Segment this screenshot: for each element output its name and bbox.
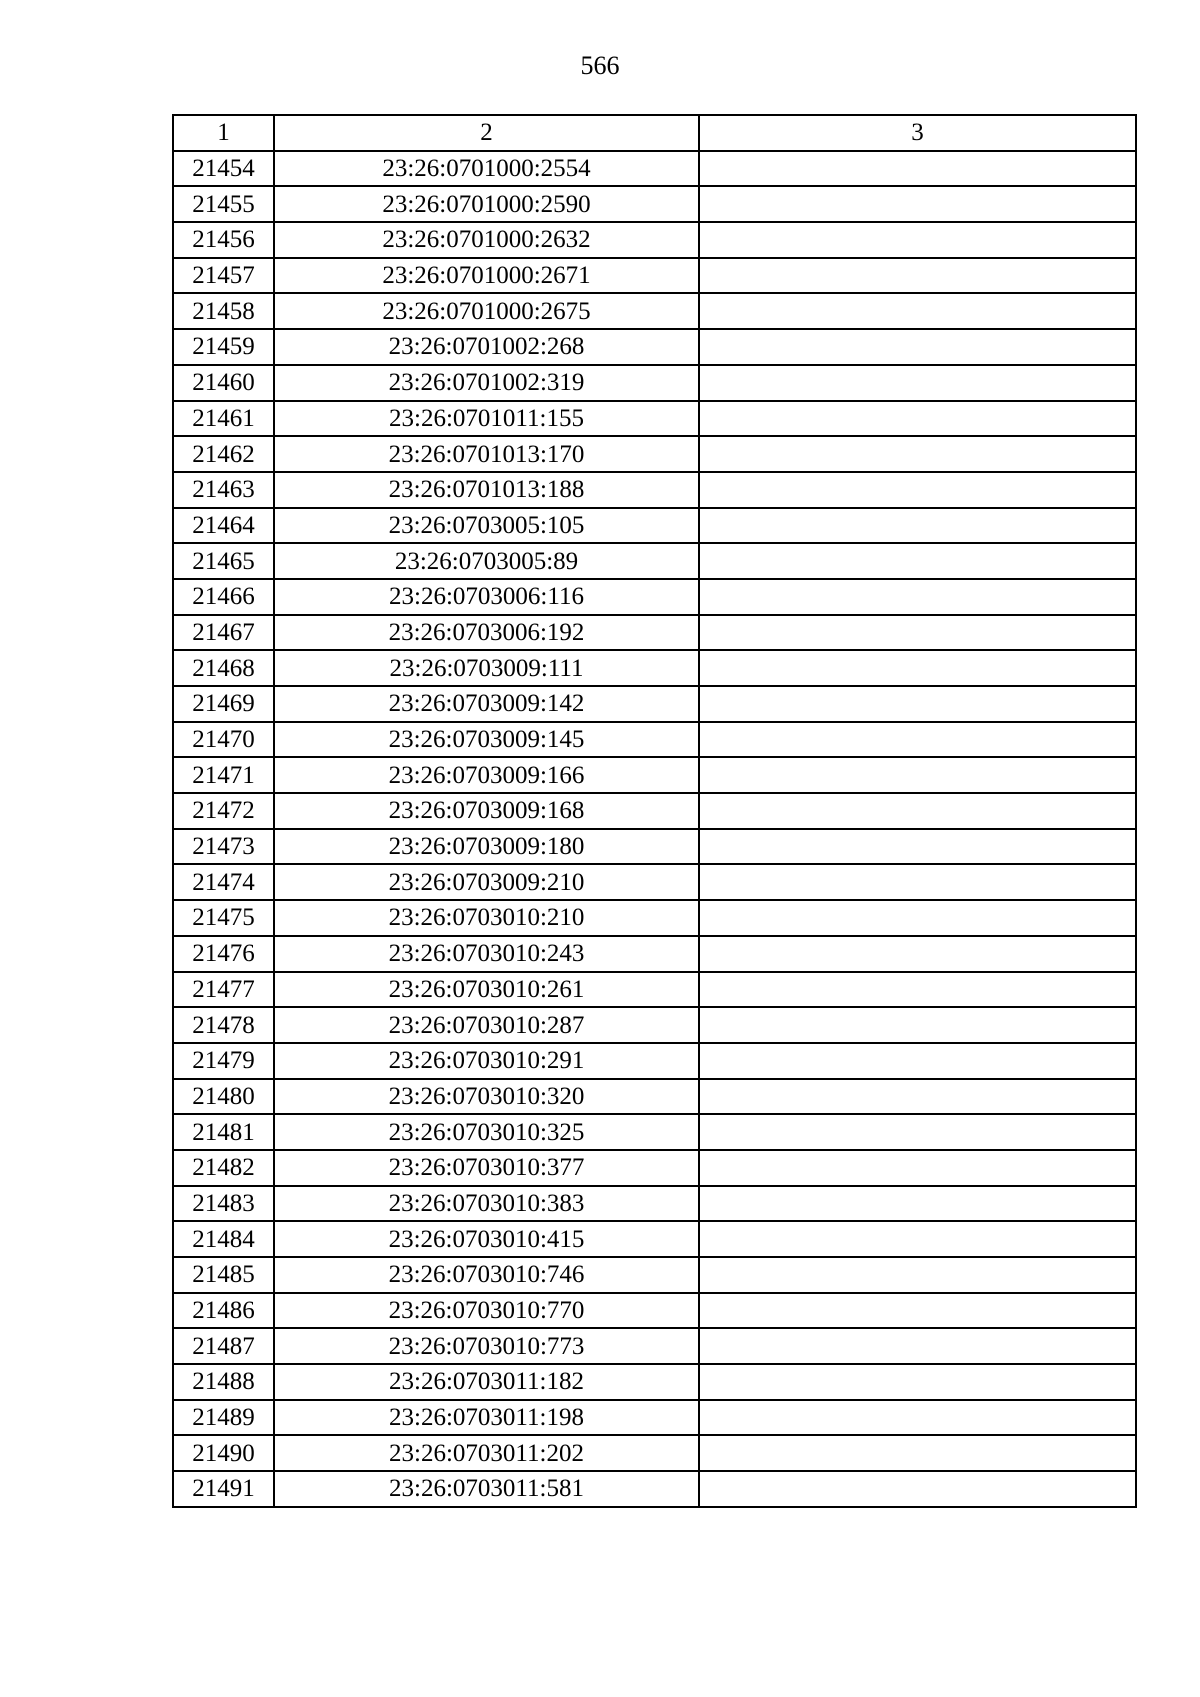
table-row [173,757,1136,793]
cadastral-number-cell: 23:26:0703010:291 [274,1043,699,1079]
note-cell [699,972,1136,1008]
note-cell [699,222,1136,258]
note-cell [699,1007,1136,1043]
row-number-cell: 21463 [173,472,274,508]
note-cell [699,365,1136,401]
note-cell [699,793,1136,829]
row-number-cell: 21483 [173,1186,274,1222]
note-cell [699,829,1136,865]
row-number-cell: 21467 [173,615,274,651]
row-number-cell: 21491 [173,1471,274,1507]
row-number-cell: 21482 [173,1150,274,1186]
table-row [173,722,1136,758]
cadastral-number-cell: 23:26:0703010:243 [274,936,699,972]
row-number-cell: 21487 [173,1328,274,1364]
cadastral-number-cell: 23:26:0703010:325 [274,1114,699,1150]
cadastral-number-cell: 23:26:0703009:166 [274,757,699,793]
note-cell [699,722,1136,758]
row-number-cell: 21476 [173,936,274,972]
row-number-cell: 21478 [173,1007,274,1043]
row-number-cell: 21489 [173,1400,274,1436]
table-row [173,1328,1136,1364]
table-row [173,829,1136,865]
column-header-1: 1 [173,115,274,151]
note-cell [699,650,1136,686]
cadastral-number-cell: 23:26:0703009:142 [274,686,699,722]
table-row [173,258,1136,294]
table-row [173,579,1136,615]
cadastral-number-cell: 23:26:0701000:2671 [274,258,699,294]
row-number-cell: 21473 [173,829,274,865]
table-row [173,436,1136,472]
table-row [173,472,1136,508]
table-row [173,1257,1136,1293]
table-row [173,151,1136,187]
row-number-cell: 21479 [173,1043,274,1079]
note-cell [699,436,1136,472]
page-number: 566 [580,51,620,80]
table-row [173,543,1136,579]
column-header-3: 3 [699,115,1136,151]
row-number-cell: 21488 [173,1364,274,1400]
cadastral-number-cell: 23:26:0703005:89 [274,543,699,579]
cadastral-number-cell: 23:26:0701000:2554 [274,151,699,187]
row-number-cell: 21462 [173,436,274,472]
cadastral-number-cell: 23:26:0703009:111 [274,650,699,686]
note-cell [699,1114,1136,1150]
row-number-cell: 21468 [173,650,274,686]
row-number-cell: 21459 [173,329,274,365]
cadastral-number-cell: 23:26:0703010:210 [274,900,699,936]
table-row [173,329,1136,365]
cadastral-number-cell: 23:26:0703010:415 [274,1221,699,1257]
cadastral-number-cell: 23:26:0703011:198 [274,1400,699,1436]
note-cell [699,186,1136,222]
note-cell [699,401,1136,437]
table-row [173,615,1136,651]
cadastral-number-cell: 23:26:0703006:192 [274,615,699,651]
note-cell [699,1364,1136,1400]
cadastral-number-cell: 23:26:0701000:2675 [274,293,699,329]
row-number-cell: 21472 [173,793,274,829]
cadastral-number-cell: 23:26:0701013:188 [274,472,699,508]
cadastral-number-cell: 23:26:0701000:2590 [274,186,699,222]
row-number-cell: 21466 [173,579,274,615]
table-row [173,936,1136,972]
note-cell [699,757,1136,793]
table-body [173,151,1136,1507]
row-number-cell: 21461 [173,401,274,437]
table-row [173,1114,1136,1150]
row-number-cell: 21458 [173,293,274,329]
row-number-cell: 21471 [173,757,274,793]
row-number-cell: 21490 [173,1435,274,1471]
note-cell [699,1257,1136,1293]
cadastral-number-cell: 23:26:0703010:773 [274,1328,699,1364]
table-row [173,1043,1136,1079]
table-row [173,650,1136,686]
table-row [173,1471,1136,1507]
cadastral-number-cell: 23:26:0703010:770 [274,1293,699,1329]
note-cell [699,329,1136,365]
table-row [173,1186,1136,1222]
cadastral-number-cell: 23:26:0703010:320 [274,1079,699,1115]
table-row [173,1400,1136,1436]
note-cell [699,1043,1136,1079]
row-number-cell: 21470 [173,722,274,758]
table-row [173,686,1136,722]
note-cell [699,936,1136,972]
cadastral-number-cell: 23:26:0703005:105 [274,508,699,544]
table-row [173,1435,1136,1471]
note-cell [699,864,1136,900]
cadastral-number-cell: 23:26:0703010:261 [274,972,699,1008]
cadastral-number-cell: 23:26:0701013:170 [274,436,699,472]
note-cell [699,258,1136,294]
cadastral-number-cell: 23:26:0703009:168 [274,793,699,829]
header-row [173,115,1136,151]
table-row [173,401,1136,437]
table-row [173,293,1136,329]
table-row [173,793,1136,829]
row-number-cell: 21469 [173,686,274,722]
cadastral-number-cell: 23:26:0701000:2632 [274,222,699,258]
note-cell [699,293,1136,329]
table-row [173,508,1136,544]
row-number-cell: 21477 [173,972,274,1008]
cadastral-number-cell: 23:26:0703010:383 [274,1186,699,1222]
cadastral-number-cell: 23:26:0703010:746 [274,1257,699,1293]
cadastral-number-cell: 23:26:0703009:180 [274,829,699,865]
cadastral-number-cell: 23:26:0701011:155 [274,401,699,437]
table-row [173,222,1136,258]
note-cell [699,1328,1136,1364]
row-number-cell: 21465 [173,543,274,579]
note-cell [699,579,1136,615]
table-row [173,864,1136,900]
note-cell [699,1435,1136,1471]
cadastral-number-cell: 23:26:0703011:581 [274,1471,699,1507]
row-number-cell: 21485 [173,1257,274,1293]
note-cell [699,472,1136,508]
note-cell [699,1150,1136,1186]
table-row [173,365,1136,401]
cadastral-number-cell: 23:26:0703006:116 [274,579,699,615]
table-row [173,1150,1136,1186]
note-cell [699,686,1136,722]
cadastral-number-cell: 23:26:0701002:268 [274,329,699,365]
registry-table [172,114,1137,1508]
cadastral-number-cell: 23:26:0703011:182 [274,1364,699,1400]
row-number-cell: 21454 [173,151,274,187]
table-row [173,1364,1136,1400]
table-row [173,900,1136,936]
cadastral-number-cell: 23:26:0703011:202 [274,1435,699,1471]
column-header-2: 2 [274,115,699,151]
table-row [173,1007,1136,1043]
row-number-cell: 21460 [173,365,274,401]
row-number-cell: 21457 [173,258,274,294]
row-number-cell: 21484 [173,1221,274,1257]
note-cell [699,1471,1136,1507]
table-row [173,972,1136,1008]
note-cell [699,508,1136,544]
row-number-cell: 21486 [173,1293,274,1329]
note-cell [699,1079,1136,1115]
cadastral-number-cell: 23:26:0701002:319 [274,365,699,401]
row-number-cell: 21464 [173,508,274,544]
row-number-cell: 21455 [173,186,274,222]
row-number-cell: 21475 [173,900,274,936]
cadastral-number-cell: 23:26:0703010:287 [274,1007,699,1043]
row-number-cell: 21456 [173,222,274,258]
cadastral-number-cell: 23:26:0703010:377 [274,1150,699,1186]
note-cell [699,151,1136,187]
cadastral-number-cell: 23:26:0703009:210 [274,864,699,900]
row-number-cell: 21480 [173,1079,274,1115]
row-number-cell: 21481 [173,1114,274,1150]
cadastral-number-cell: 23:26:0703009:145 [274,722,699,758]
note-cell [699,1400,1136,1436]
table-row [173,1221,1136,1257]
row-number-cell: 21474 [173,864,274,900]
note-cell [699,900,1136,936]
note-cell [699,1293,1136,1329]
note-cell [699,1221,1136,1257]
table-row [173,1293,1136,1329]
table-row [173,186,1136,222]
note-cell [699,543,1136,579]
table-row [173,1079,1136,1115]
note-cell [699,615,1136,651]
note-cell [699,1186,1136,1222]
